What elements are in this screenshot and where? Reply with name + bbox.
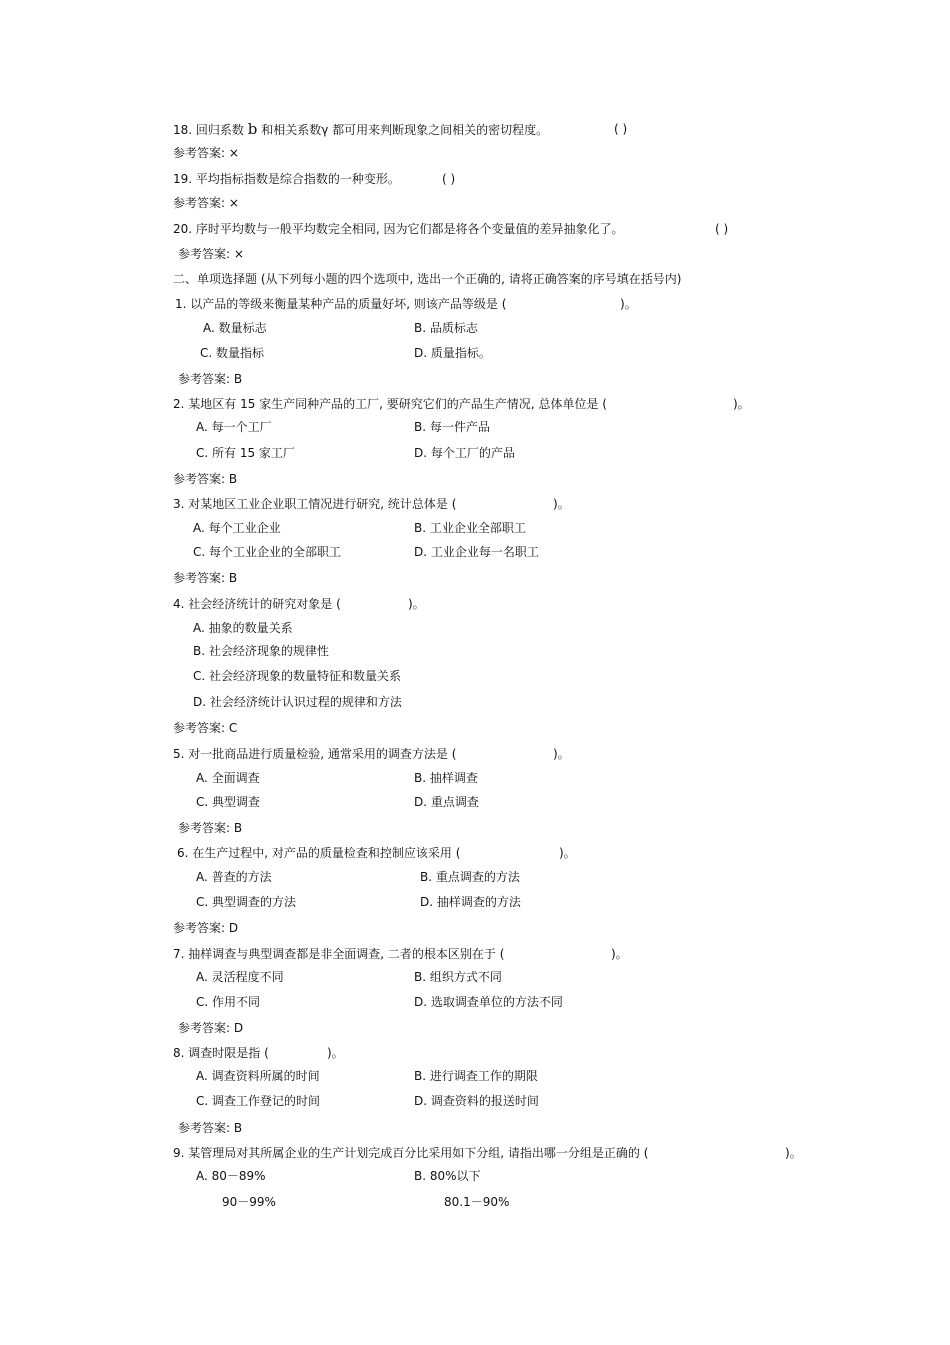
question-text: 以产品的等级来衡量某种产品的质量好坏, 则该产品等级是 ( [190, 297, 507, 311]
answer-paren: ( ) [442, 172, 456, 186]
option-b: B. 重点调查的方法 [420, 870, 520, 884]
answer: 参考答案: B [178, 1121, 243, 1135]
question-end: )。 [733, 397, 750, 411]
answer: 参考答案: B [178, 821, 243, 835]
option-d: D. 选取调查单位的方法不同 [414, 995, 563, 1009]
option-a: A. 灵活程度不同 [196, 970, 284, 984]
option-d: D. 工业企业每一名职工 [414, 545, 539, 559]
question-number: 2. [173, 397, 185, 411]
mc-question-7 [173, 946, 504, 962]
option-c: C. 调查工作登记的时间 [196, 1094, 321, 1108]
option-b: B. 工业企业全部职工 [414, 521, 526, 535]
question-number: 19. [173, 172, 193, 186]
option-b: B. 进行调查工作的期限 [414, 1069, 538, 1083]
mc-question-5 [173, 746, 456, 762]
option-d: D. 调查资料的报送时间 [414, 1094, 539, 1108]
mc-question-3 [173, 496, 456, 512]
option-b: B. 社会经济现象的规律性 [193, 644, 329, 658]
question-text: 对某地区工业企业职工情况进行研究, 统计总体是 ( [188, 497, 457, 511]
option-a: A. 抽象的数量关系 [193, 621, 293, 635]
mc-question-6 [177, 845, 460, 861]
option-b: B. 组织方式不同 [414, 970, 502, 984]
option-d: D. 抽样调查的方法 [420, 895, 521, 909]
tf-question-18 [173, 121, 548, 138]
option-b: B. 品质标志 [414, 321, 478, 335]
question-end: )。 [785, 1146, 802, 1160]
option-a: A. 每个工业企业 [193, 521, 281, 535]
question-text: 对一批商品进行质量检验, 通常采用的调查方法是 ( [188, 747, 457, 761]
question-text: 平均指标指数是综合指数的一种变形。 [195, 172, 400, 186]
option-c: C. 所有 15 家工厂 [196, 446, 295, 460]
option-d: D. 社会经济统计认识过程的规律和方法 [193, 695, 402, 709]
mc-question-9 [173, 1145, 648, 1161]
answer: 参考答案: B [173, 571, 238, 585]
answer: 参考答案: × [178, 247, 244, 261]
option-b: B. 抽样调查 [414, 771, 478, 785]
option-d: D. 重点调查 [414, 795, 479, 809]
option-d: D. 每个工厂的产品 [414, 446, 515, 460]
question-end: )。 [553, 497, 570, 511]
question-text: 社会经济统计的研究对象是 ( [188, 597, 341, 611]
option-c: C. 数量指标 [200, 346, 265, 360]
option-b-line1: B. 80%以下 [414, 1169, 481, 1183]
option-d: D. 质量指标。 [414, 346, 491, 360]
answer: 参考答案: D [173, 921, 239, 935]
question-text: 某管理局对其所属企业的生产计划完成百分比采用如下分组, 请指出哪一分组是正确的 ( [188, 1146, 649, 1160]
option-a: A. 全面调查 [196, 771, 260, 785]
option-c: C. 社会经济现象的数量特征和数量关系 [193, 669, 402, 683]
option-b-line2: 80.1－90% [444, 1195, 510, 1209]
mc-question-1 [175, 296, 506, 312]
option-a-line1: A. 80－89% [196, 1169, 266, 1183]
question-number: 3. [173, 497, 185, 511]
answer: 参考答案: C [173, 721, 238, 735]
question-number: 4. [173, 597, 185, 611]
section-title: 二、单项选择题 (从下列每小题的四个选项中, 选出一个正确的, 请将正确答案的序号填在括号内) [173, 272, 682, 286]
symbol-b: b [247, 120, 258, 138]
question-number: 1. [175, 297, 187, 311]
answer-paren: ( ) [614, 122, 628, 136]
option-c: C. 典型调查的方法 [196, 895, 297, 909]
answer: 参考答案: B [173, 472, 238, 486]
question-text: 抽样调查与典型调查都是非全面调查, 二者的根本区别在于 ( [188, 947, 505, 961]
question-number: 5. [173, 747, 185, 761]
option-b: B. 每一件产品 [414, 420, 490, 434]
mc-question-4 [173, 596, 341, 612]
mc-question-2 [173, 396, 607, 412]
question-text: 序时平均数与一般平均数完全相同, 因为它们都是将各个变量值的差异抽象化了。 [195, 222, 624, 236]
question-text-cont: 和相关系数γ 都可用来判断现象之间相关的密切程度。 [261, 123, 549, 137]
question-number: 7. [173, 947, 185, 961]
answer: 参考答案: B [178, 372, 243, 386]
question-number: 20. [173, 222, 193, 236]
question-text: 调查时限是指 ( [188, 1046, 269, 1060]
question-number: 6. [177, 846, 189, 860]
question-end: )。 [620, 297, 637, 311]
option-c: C. 典型调查 [196, 795, 261, 809]
option-c: C. 每个工业企业的全部职工 [193, 545, 342, 559]
tf-question-20 [173, 221, 624, 237]
option-c: C. 作用不同 [196, 995, 261, 1009]
question-text: 某地区有 15 家生产同种产品的工厂, 要研究它们的产品生产情况, 总体单位是 ( [188, 397, 607, 411]
answer: 参考答案: × [173, 196, 239, 210]
answer-paren: ( ) [715, 222, 729, 236]
option-a: A. 每一个工厂 [196, 420, 272, 434]
question-end: )。 [408, 597, 425, 611]
question-text: 在生产过程中, 对产品的质量检查和控制应该采用 ( [192, 846, 461, 860]
question-end: )。 [553, 747, 570, 761]
option-a: A. 调查资料所属的时间 [196, 1069, 320, 1083]
option-a: A. 普查的方法 [196, 870, 272, 884]
question-number: 8. [173, 1046, 185, 1060]
question-end: )。 [559, 846, 576, 860]
question-number: 9. [173, 1146, 185, 1160]
answer: 参考答案: D [178, 1021, 244, 1035]
question-end: )。 [327, 1046, 344, 1060]
mc-question-8 [173, 1045, 269, 1061]
answer: 参考答案: × [173, 146, 239, 160]
question-text: 回归系数 [195, 123, 244, 137]
tf-question-19 [173, 171, 400, 187]
option-a: A. 数量标志 [203, 321, 267, 335]
option-a-line2: 90－99% [222, 1195, 276, 1209]
question-number: 18. [173, 123, 193, 137]
question-end: )。 [611, 947, 628, 961]
